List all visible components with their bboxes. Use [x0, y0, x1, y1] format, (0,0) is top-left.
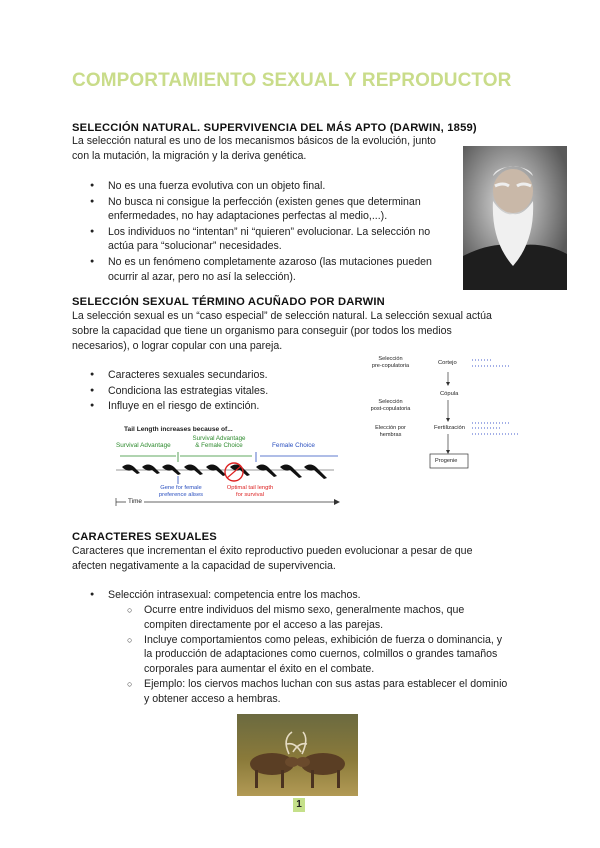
natural-selection-list	[108, 179, 453, 284]
intro-line: La selección natural es uno de los mecanismos básicos de la evolución, junto	[72, 135, 436, 147]
list-item: ● Influye en el riesgo de extinción.	[108, 399, 338, 414]
sexual-selection-intro	[72, 309, 492, 354]
section-heading-sexual-traits: CARACTERES SEXUALES	[72, 531, 217, 543]
section-heading-sexual-selection: SELECCIÓN SEXUAL TÉRMINO ACUÑADO POR DARWIN	[72, 296, 385, 308]
intro-line: afecten negativamente a la capacidad de supervivencia.	[72, 560, 336, 572]
intro-line: necesarios), o lograr copular con una pareja.	[72, 340, 283, 352]
sexual-traits-intro	[72, 544, 472, 574]
darwin-portrait-image	[463, 146, 567, 290]
flow-node-copula: Cópula	[440, 391, 459, 397]
section-heading-natural-selection: SELECCIÓN NATURAL. SUPERVIVENCIA DEL MÁS APTO (DARWIN, 1859)	[72, 122, 477, 134]
list-item: ○ Ejemplo: los ciervos machos luchan con sus astas para establecer el dominio y obtener acceso a hembras.	[144, 677, 534, 706]
sexual-selection-list	[108, 368, 338, 414]
intrasexual-sublist	[144, 603, 534, 706]
sexual-traits-list	[108, 588, 528, 603]
flow-node-progenie: Progenie	[435, 458, 458, 464]
label-survival-and-female: Survival Advantage & Female Choice	[192, 435, 246, 449]
intro-line: con la mutación, la migración y la deriva genética.	[72, 150, 307, 162]
natural-selection-intro	[72, 134, 436, 164]
label-optimal-tail-length: Optimal tail length for survival	[226, 485, 274, 498]
label-time-axis: Time	[128, 498, 142, 505]
flow-node-cortejo: Cortejo	[438, 360, 457, 366]
list-item: ● Caracteres sexuales secundarios.	[108, 368, 338, 383]
list-item: ● Condiciona las estrategias vitales.	[108, 384, 338, 399]
intro-line: sobre la capacidad que tiene un organismo para conseguir (por todos los medios	[72, 325, 452, 337]
flow-node-fertilizacion: Fertilización	[434, 425, 465, 431]
page-title: COMPORTAMIENTO SEXUAL Y REPRODUCTOR	[72, 70, 512, 91]
flow-label-female-choice: Elección por hembras	[375, 425, 406, 438]
list-item: ○ Ocurre entre individuos del mismo sexo, generalmente machos, que compiten directamente por el acceso a las parejas.	[144, 603, 534, 632]
label-female-preference-gene: Gene for female preference alises	[158, 485, 204, 498]
list-item: ● No es un fenómeno completamente azaroso (las mutaciones pueden ocurrir al azar, pero no así la selección).	[108, 255, 453, 284]
flow-label-precopulatory: Selección pre-copulatoria	[371, 356, 410, 369]
list-item: ● Selección intrasexual: competencia entre los machos.	[108, 588, 528, 603]
intro-line: Caracteres que incrementan el éxito reproductivo pueden evolucionar a pesar de que	[72, 545, 473, 557]
label-female-choice: Female Choice	[272, 442, 315, 449]
tail-length-diagram	[112, 426, 342, 510]
list-item: ● No es una fuerza evolutiva con un objeto final.	[108, 179, 453, 194]
list-item: ● No busca ni consigue la perfección (existen genes que determinan enfermedades, no hay adaptaciones perfectas al medio,...).	[108, 195, 453, 224]
selection-flow-diagram	[360, 352, 530, 477]
list-item: ● Los individuos no “intentan” ni “quieren” evolucionar. La selección no actúa para “solucionar” necesidades.	[108, 225, 453, 254]
intro-line: La selección sexual es un “caso especial” de selección natural. La selección sexual actúa	[72, 310, 492, 322]
label-survival-advantage: Survival Advantage	[116, 442, 171, 449]
flow-label-postcopulatory: Selección post-copulatoria	[370, 399, 411, 412]
tail-diagram-title: Tail Length increases because of...	[124, 426, 233, 433]
page-number: 1	[293, 798, 305, 812]
fighting-deer-image	[237, 714, 358, 796]
list-item: ○ Incluye comportamientos como peleas, exhibición de fuerza o dominancia, y la producción de adaptaciones como cuernos, colmillos o grandes tamaños corporales para aumentar el éxito en el combate.	[144, 633, 534, 677]
